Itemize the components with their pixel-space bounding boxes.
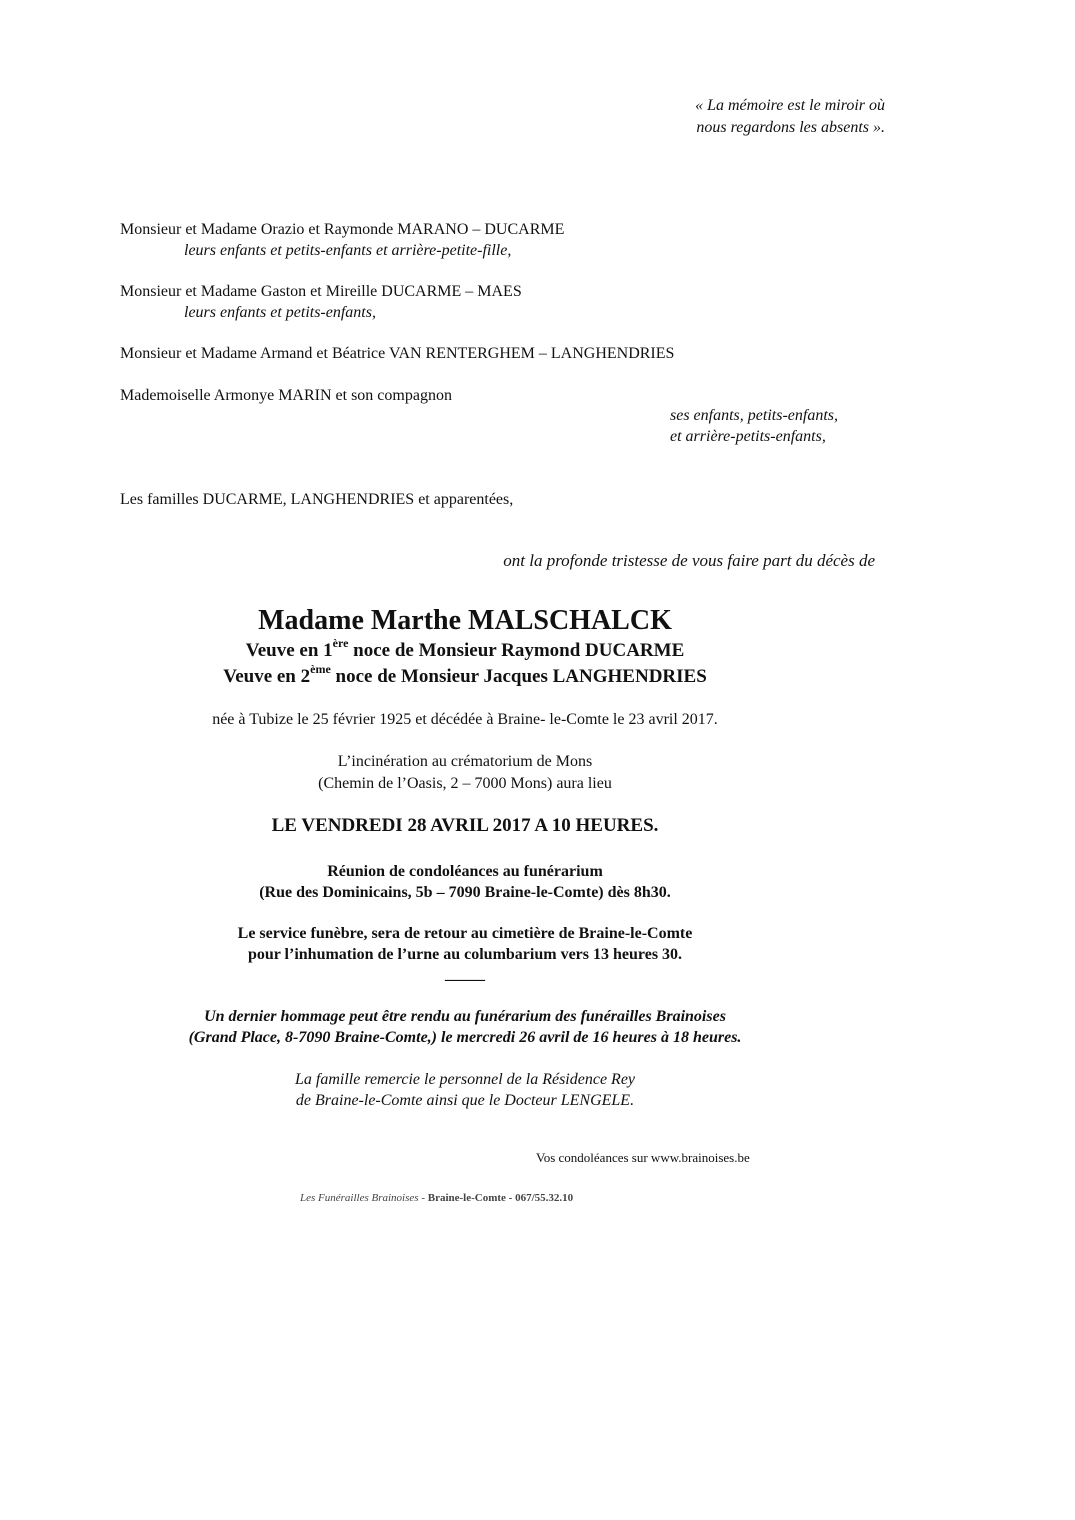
widow1-prefix: Veuve en 1 [245, 640, 333, 661]
family-name: Mademoiselle Armonye MARIN et son compagnon [120, 387, 452, 404]
widow2-ordinal: ème [310, 662, 331, 676]
announcement: ont la profonde tristesse de vous faire part du décès de [503, 551, 875, 570]
footer-credit [300, 1192, 573, 1204]
tribute-line-2: (Grand Place, 8-7090 Braine-Comte,) le mercredi 26 avril de 16 heures à 18 heures. [188, 1029, 742, 1046]
service-line-2: pour l’inhumation de l’urne au columbarium vers 13 heures 30. [247, 946, 683, 963]
epigraph-quote [600, 95, 885, 139]
quote-line-1: « La mémoire est le miroir où [695, 97, 885, 114]
section-divider: _____ [445, 966, 485, 983]
widow-second-marriage [0, 662, 930, 688]
cremation-line-1: L’incinération au crématorium de Mons [337, 753, 593, 770]
descendants-line-1: ses enfants, petits-enfants, [670, 407, 838, 424]
family-name: Monsieur et Madame Orazio et Raymonde MARANO – DUCARME [120, 221, 565, 238]
family-sub: leurs enfants et petits-enfants et arrière-petite-fille, [184, 242, 512, 259]
footer-company: Les Funérailles Brainoises [300, 1192, 419, 1204]
family-van-renterghem [120, 343, 674, 364]
thanks-line-1: La famille remercie le personnel de la Résidence Rey [294, 1071, 636, 1088]
condolence-meeting [0, 861, 930, 903]
tribute-info [0, 1006, 930, 1048]
birth-death-dates: née à Tubize le 25 février 1925 et décédée à Braine- le-Comte le 23 avril 2017. [212, 711, 718, 728]
widow2-suffix: noce de Monsieur Jacques LANGHENDRIES [330, 666, 707, 687]
cremation-line-2: (Chemin de l’Oasis, 2 – 7000 Mons) aura lieu [318, 775, 612, 792]
online-condolences: Vos condoléances sur www.brainoises.be [536, 1150, 750, 1165]
widow-first-marriage [0, 636, 930, 662]
descendants-note [670, 405, 838, 447]
widow1-suffix: noce de Monsieur Raymond DUCARME [348, 640, 685, 661]
deceased-name: Madame Marthe MALSCHALCK [258, 605, 672, 636]
tribute-line-1: Un dernier hommage peut être rendu au funérarium des funérailles Brainoises [204, 1008, 726, 1025]
widow2-prefix: Veuve en 2 [223, 666, 311, 687]
families-extended: Les familles DUCARME, LANGHENDRIES et apparentées, [120, 491, 514, 508]
family-sub: leurs enfants et petits-enfants, [184, 304, 376, 321]
family-marin [120, 385, 452, 406]
widow1-ordinal: ère [332, 636, 349, 650]
quote-line-2: nous regardons les absents ». [696, 119, 885, 136]
family-ducarme-maes [120, 281, 522, 323]
descendants-line-2: et arrière-petits-enfants, [670, 428, 826, 445]
family-name: Monsieur et Madame Gaston et Mireille DUCARME – MAES [120, 283, 522, 300]
family-marano-ducarme [120, 219, 564, 261]
ceremony-date: LE VENDREDI 28 AVRIL 2017 A 10 HEURES. [271, 815, 659, 836]
family-name: Monsieur et Madame Armand et Béatrice VAN RENTERGHEM – LANGHENDRIES [120, 345, 675, 362]
footer-contact: Braine-le-Comte - 067/55.32.10 [427, 1192, 574, 1204]
condolence-line-1: Réunion de condoléances au funérarium [327, 863, 603, 880]
condolence-line-2: (Rue des Dominicains, 5b – 7090 Braine-le-Comte) dès 8h30. [259, 884, 671, 901]
service-line-1: Le service funèbre, sera de retour au cimetière de Braine-le-Comte [237, 925, 693, 942]
funeral-service [0, 923, 930, 965]
thanks-note [0, 1069, 930, 1111]
thanks-line-2: de Braine-le-Comte ainsi que le Docteur LENGELE. [295, 1092, 635, 1109]
cremation-info [0, 751, 930, 795]
footer-separator: - [418, 1192, 428, 1204]
